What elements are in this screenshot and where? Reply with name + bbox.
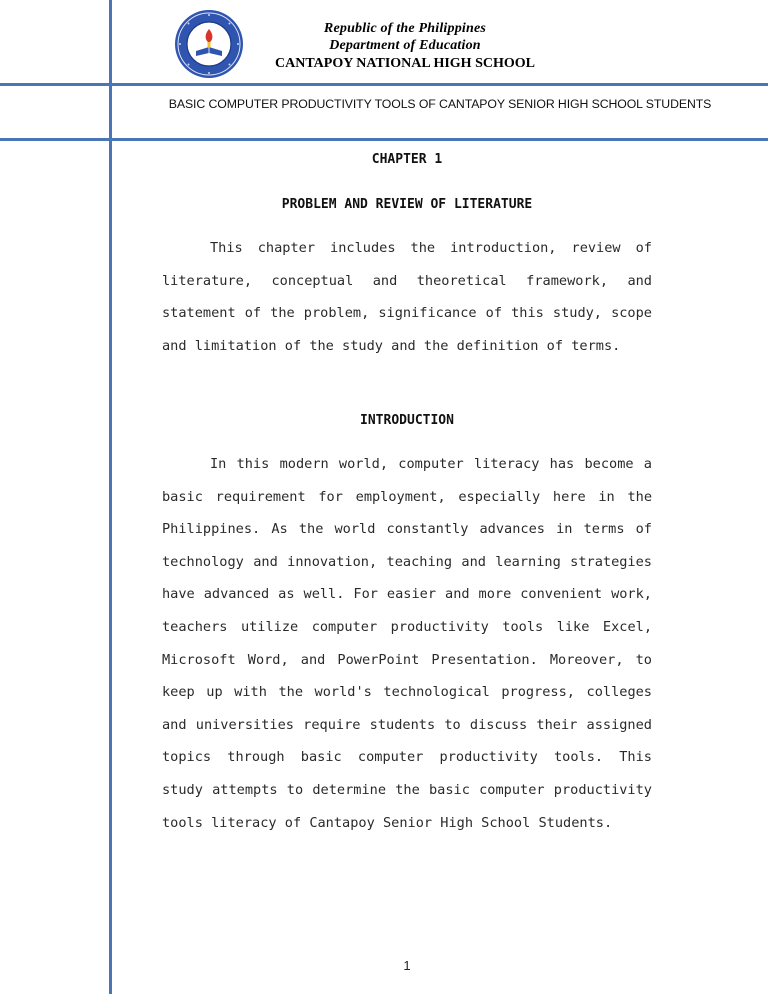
header-school-name: CANTAPOY NATIONAL HIGH SCHOOL [275, 56, 535, 71]
introduction-paragraph: In this modern world, computer literacy has become a basic requirement for employment, especially here in the Philippines. As the world constantly advances in terms of technology and innovation, teaching and learning strategies have advanced as well. For easier and more convenient work, teachers utilize computer productivity tools like Excel, Microsoft Word, and PowerPoint Presentation. Moreover, to keep up with the world's technological progress, colleges and universities require students to discuss their assigned topics through basic computer productivity tools. This study attempts to determine the basic computer productivity tools literacy of Cantapoy Senior High School Students. [162, 456, 652, 831]
section-heading: INTRODUCTION [360, 413, 454, 428]
page-number: 1 [403, 958, 411, 973]
chapter-number: CHAPTER 1 [371, 152, 443, 167]
header-department: Department of Education [329, 38, 481, 53]
header-rule-top [0, 83, 768, 86]
chapter-title: PROBLEM AND REVIEW OF LITERATURE [281, 197, 533, 212]
left-margin-rule [109, 0, 112, 994]
deped-seal-logo [174, 9, 244, 79]
header-republic: Republic of the Philippines [323, 21, 487, 36]
intro-paragraph: This chapter includes the introduction, review of literature, conceptual and theoretical framework, and statement of the problem, significance of this study, scope and limitation of the study and the definition of terms. [162, 240, 652, 354]
header-rule-bottom [0, 138, 768, 141]
running-title: BASIC COMPUTER PRODUCTIVITY TOOLS OF CANTAPOY SENIOR HIGH SCHOOL STUDENTS [168, 97, 712, 111]
